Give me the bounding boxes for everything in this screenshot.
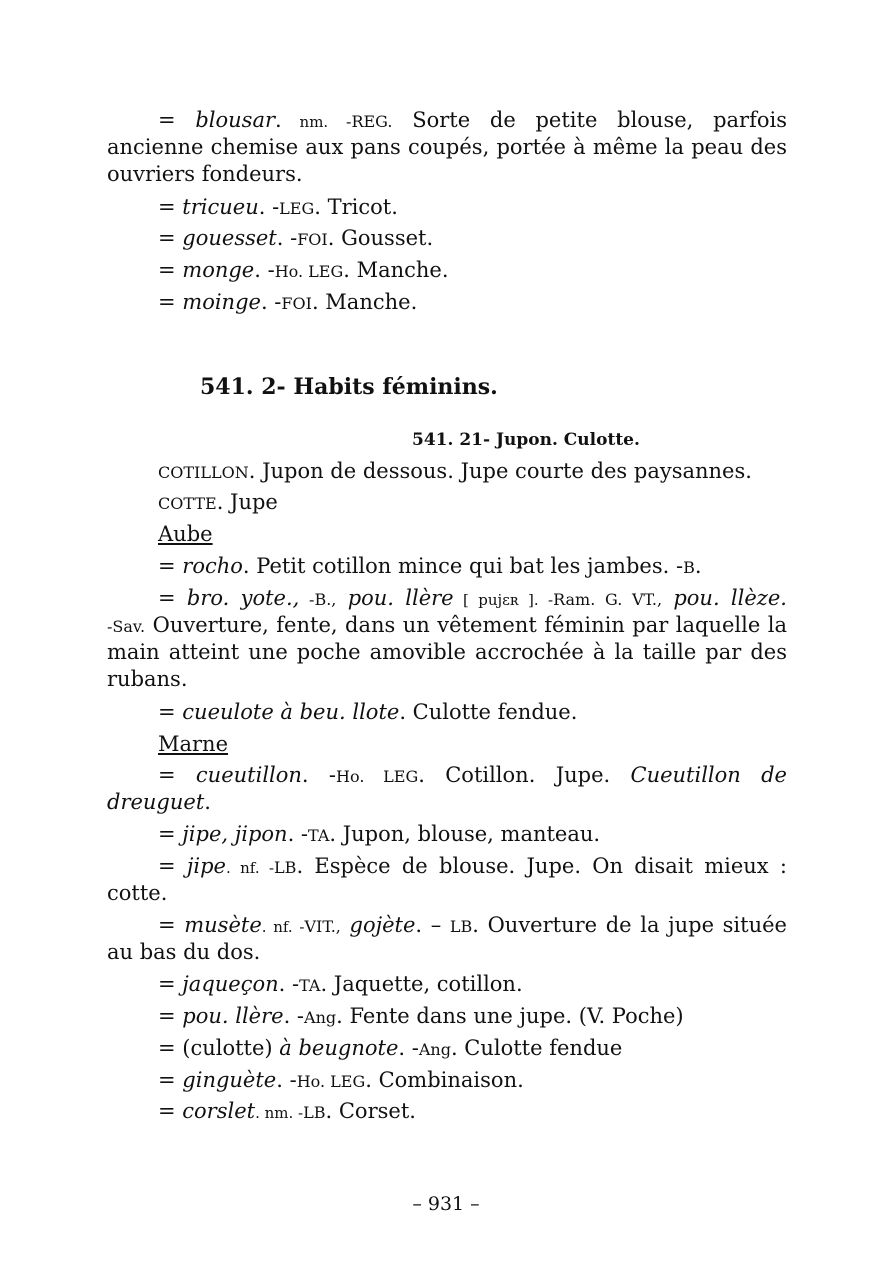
entry-pou-llere: = pou. llère. -Ang. Fente dans une jupe. (V. Poche) <box>158 1004 684 1028</box>
entry-rocho: = rocho. Petit cotillon mince qui bat les jambes. -B. <box>158 554 702 578</box>
entry-blousar-line3: ouvriers fondeurs. <box>107 162 303 186</box>
entry-moinge: = moinge. -FOI. Manche. <box>158 290 418 314</box>
entry-cotillon: COTILLON. Jupon de dessous. Jupe courte des paysannes. <box>158 459 752 483</box>
entry-beugnote: = (culotte) à beugnote. -Ang. Culotte fendue <box>158 1036 623 1060</box>
entry-gouesset: = gouesset. -FOI. Gousset. <box>158 226 434 250</box>
entry-cueutillon: = cueutillon. -Ho. LEG. Cotillon. Jupe. Cueutillon de <box>158 763 787 787</box>
entry-word: blousar <box>195 108 276 132</box>
entry-cotte: COTTE. Jupe <box>158 490 278 514</box>
entry-cueutillon-line2: dreuguet. <box>107 790 211 814</box>
entry-jipe-jipon: = jipe, jipon. -TA. Jupon, blouse, manteau. <box>158 822 601 846</box>
region-heading-aube: Aube <box>158 522 213 546</box>
entry-bro-yote-line2: -Sav. Ouverture, fente, dans un vêtement féminin par laquelle la <box>107 613 787 637</box>
entry-bro-yote-line3: main atteint une poche amovible accrochée à la taille par des <box>107 640 787 664</box>
section-title: 541. 2- Habits féminins. <box>200 374 498 400</box>
entry-musete: = musète. nf. -VIT., gojète. – LB. Ouverture de la jupe située <box>158 913 787 937</box>
region-heading-marne: Marne <box>158 732 229 756</box>
entry-jipe-line2: cotte. <box>107 881 168 905</box>
entry-blousar-line2: ancienne chemise aux pans coupés, portée à même la peau des <box>107 135 787 159</box>
entry-musete-line2: au bas du dos. <box>107 940 261 964</box>
entry-blousar: = blousar. nm. -REG. Sorte de petite blouse, parfois <box>158 108 787 132</box>
page-number: – 931 – <box>412 1193 480 1215</box>
entry-ginguete: = ginguète. -Ho. LEG. Combinaison. <box>158 1068 524 1092</box>
entry-tricueu: = tricueu. -LEG. Tricot. <box>158 195 398 219</box>
subsection-title: 541. 21- Jupon. Culotte. <box>412 430 640 450</box>
entry-jipe: = jipe. nf. -LB. Espèce de blouse. Jupe. On disait mieux : <box>158 854 787 878</box>
entry-bro-yote: = bro. yote., -B., pou. llère [ pujɛʀ ]. -Ram. G. VT., pou. llèze. <box>158 586 787 610</box>
entry-jaquecon: = jaqueçon. -TA. Jaquette, cotillon. <box>158 972 523 996</box>
entry-cueulote: = cueulote à beu. llote. Culotte fendue. <box>158 700 578 724</box>
entry-corslet: = corslet. nm. -LB. Corset. <box>158 1099 416 1123</box>
entry-monge: = monge. -Ho. LEG. Manche. <box>158 258 449 282</box>
entry-bro-yote-line4: rubans. <box>107 667 188 691</box>
